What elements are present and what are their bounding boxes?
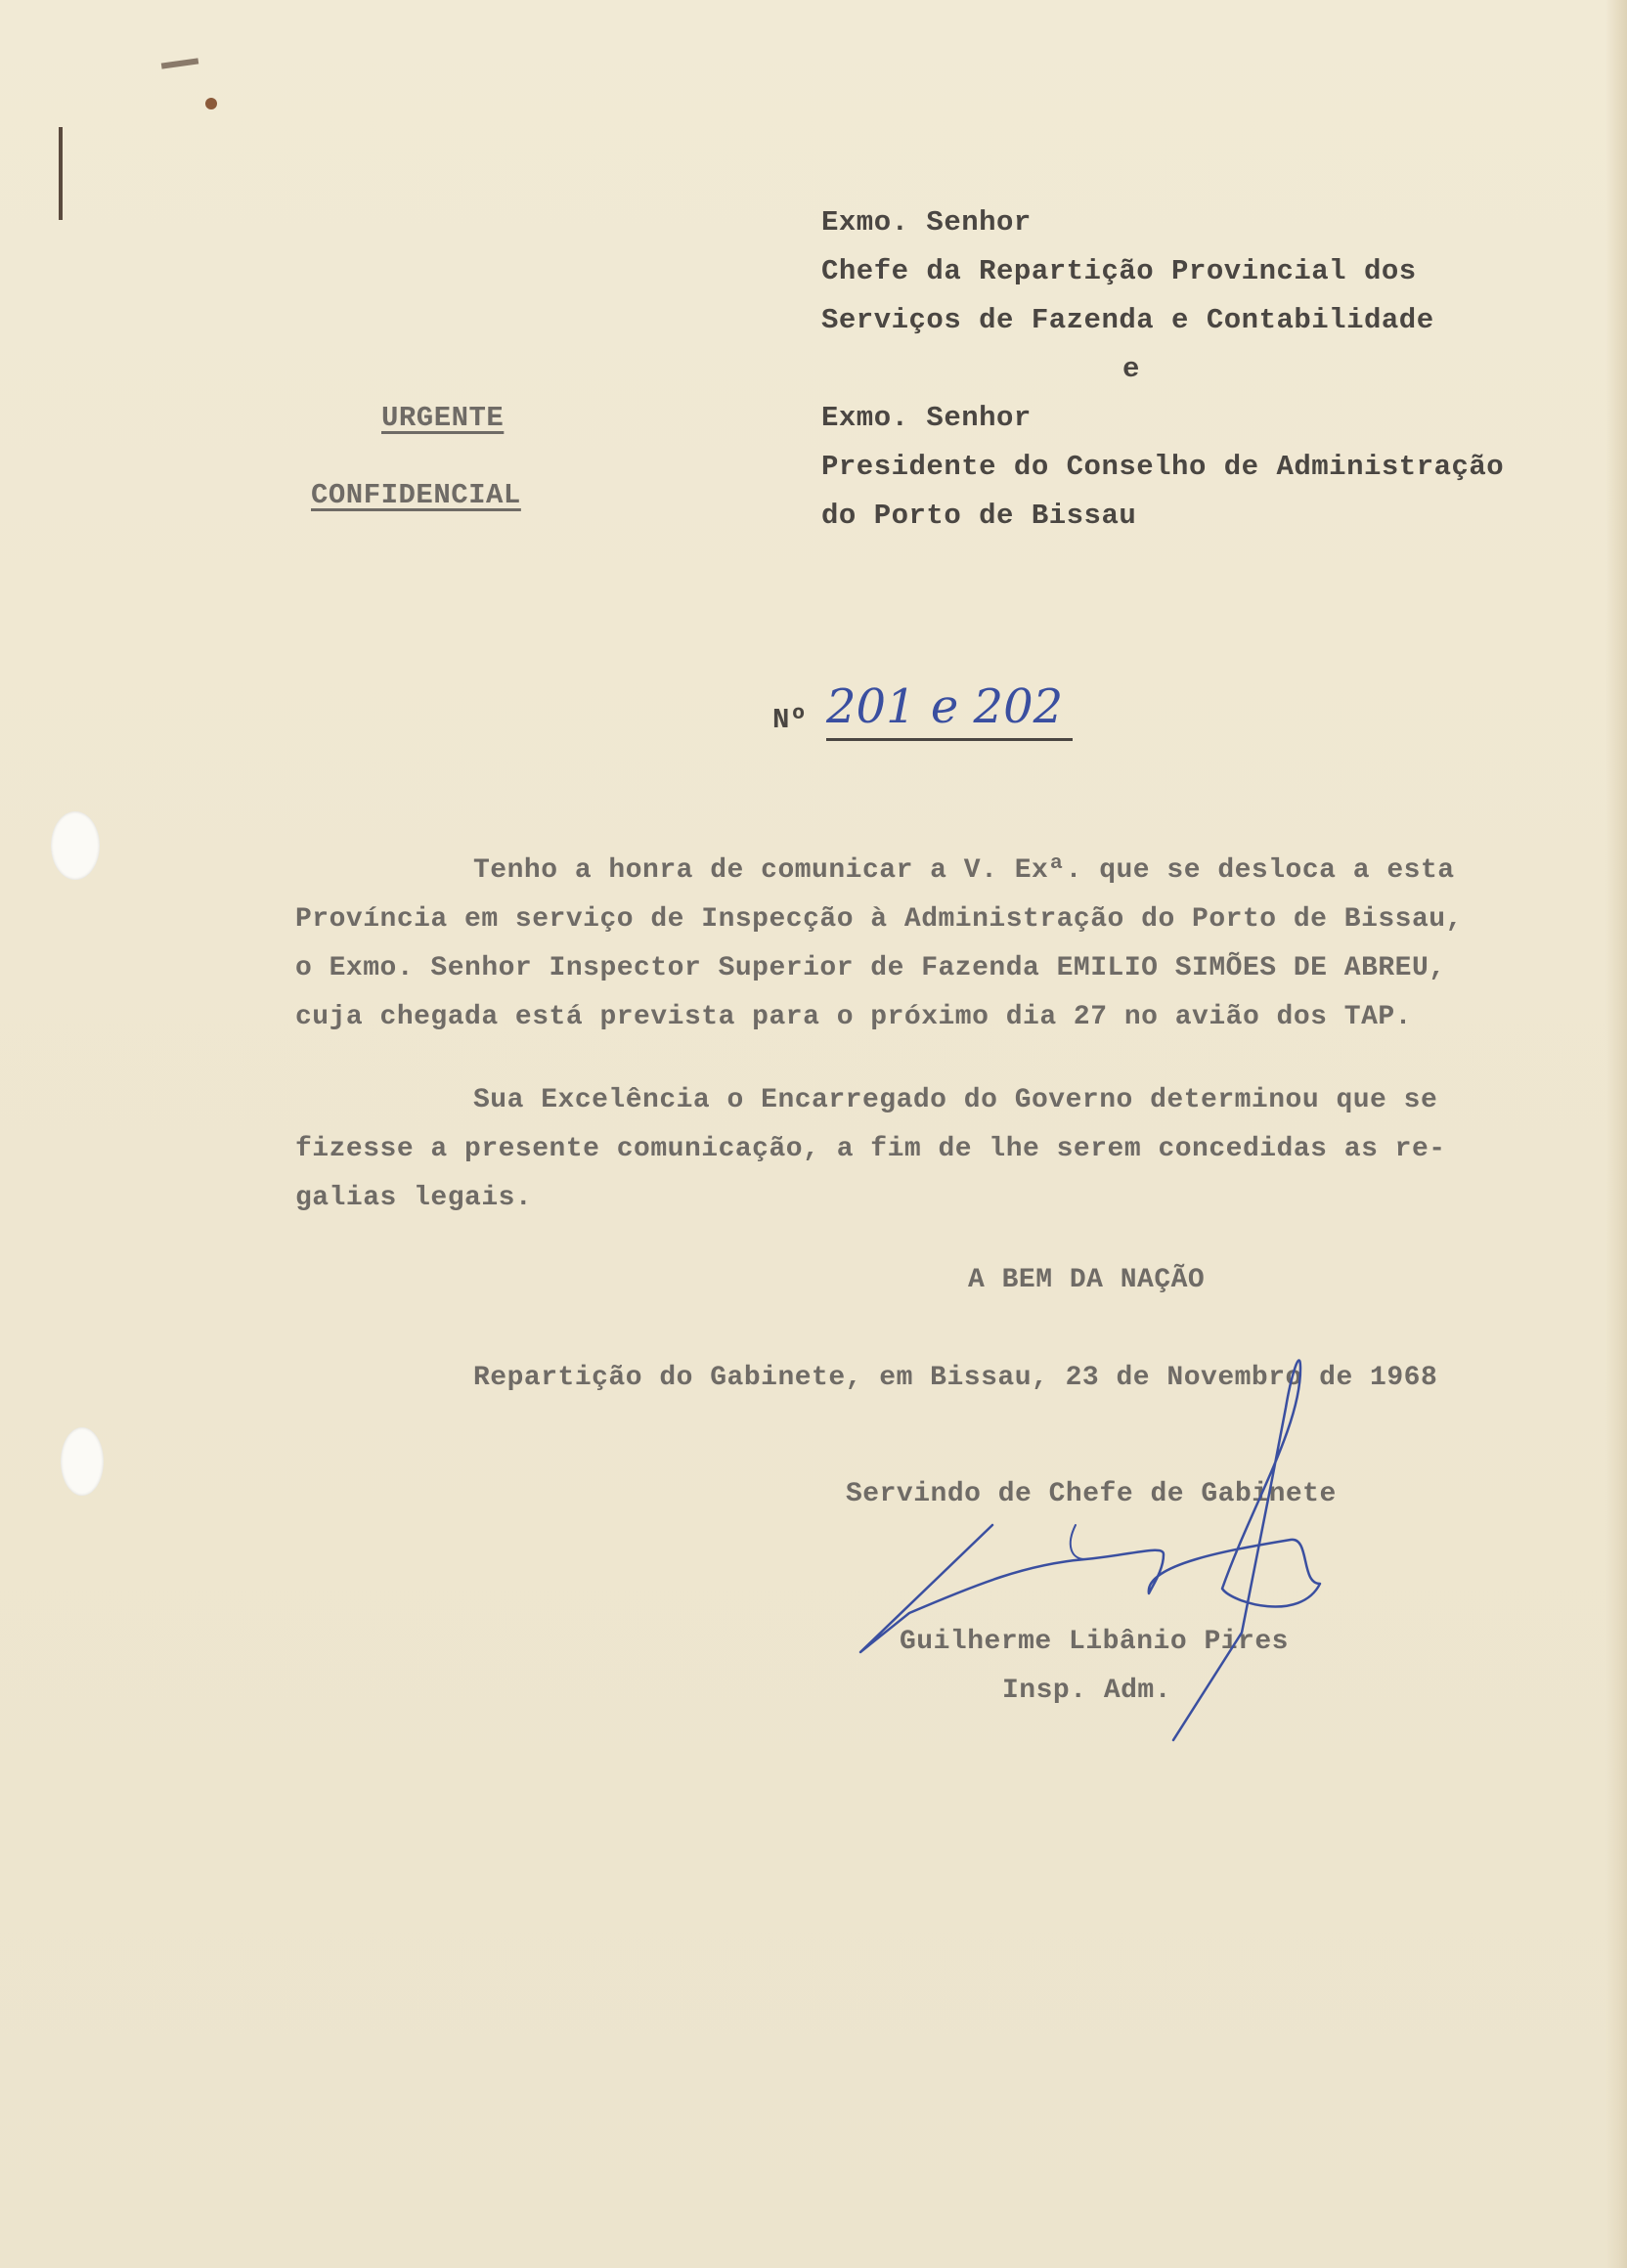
addressee-line-3: Serviços de Fazenda e Contabilidade — [821, 304, 1434, 336]
edge-mark — [59, 127, 63, 220]
signatory-role: Insp. Adm. — [1002, 1676, 1172, 1706]
addressee-line-5: Presidente do Conselho de Administração — [821, 451, 1505, 483]
salutation: A BEM DA NAÇÃO — [968, 1265, 1206, 1295]
addressee-line-6: do Porto de Bissau — [821, 500, 1137, 532]
addressee-conjunction: e — [1122, 353, 1140, 385]
paragraph-1-line-2: Província em serviço de Inspecção à Administração do Porto de Bissau, — [295, 904, 1463, 935]
urgent-marking: URGENTE — [381, 402, 505, 434]
signature-stroke-2 — [1071, 1525, 1085, 1559]
paragraph-2-line-2: fizesse a presente comunicação, a fim de lhe serem concedidas as re- — [295, 1134, 1446, 1164]
paragraph-1-line-1: Tenho a honra de comunicar a V. Exª. que se desloca a esta — [473, 855, 1455, 886]
staple-mark — [161, 58, 198, 68]
signature-stroke-1 — [860, 1360, 1320, 1740]
paragraph-2-line-1: Sua Excelência o Encarregado do Governo determinou que se — [473, 1085, 1438, 1115]
addressee-line-4: Exmo. Senhor — [821, 402, 1032, 434]
paragraph-1-line-4: cuja chegada está prevista para o próximo dia 27 no avião dos TAP. — [295, 1002, 1412, 1032]
addressee-line-2: Chefe da Repartição Provincial dos — [821, 255, 1417, 287]
addressee-line-1: Exmo. Senhor — [821, 206, 1032, 239]
signatory-name: Guilherme Libânio Pires — [900, 1627, 1289, 1657]
paper-edge — [1605, 0, 1627, 2268]
date-line: Repartição do Gabinete, em Bissau, 23 de Novembro de 1968 — [473, 1363, 1438, 1393]
handwritten-signature — [841, 1349, 1428, 1760]
paragraph-2-line-3: galias legais. — [295, 1183, 533, 1213]
confidential-marking: CONFIDENCIAL — [311, 479, 521, 511]
signature-title: Servindo de Chefe de Gabinete — [846, 1479, 1337, 1509]
punch-hole-upper — [51, 811, 100, 880]
rust-dot — [205, 98, 217, 109]
handwritten-number: 201 e 202 — [826, 679, 1073, 741]
punch-hole-lower — [61, 1427, 104, 1496]
paragraph-1-line-3: o Exmo. Senhor Inspector Superior de Fazenda EMILIO SIMÕES DE ABREU, — [295, 953, 1446, 983]
number-prefix: Nº — [772, 704, 808, 736]
